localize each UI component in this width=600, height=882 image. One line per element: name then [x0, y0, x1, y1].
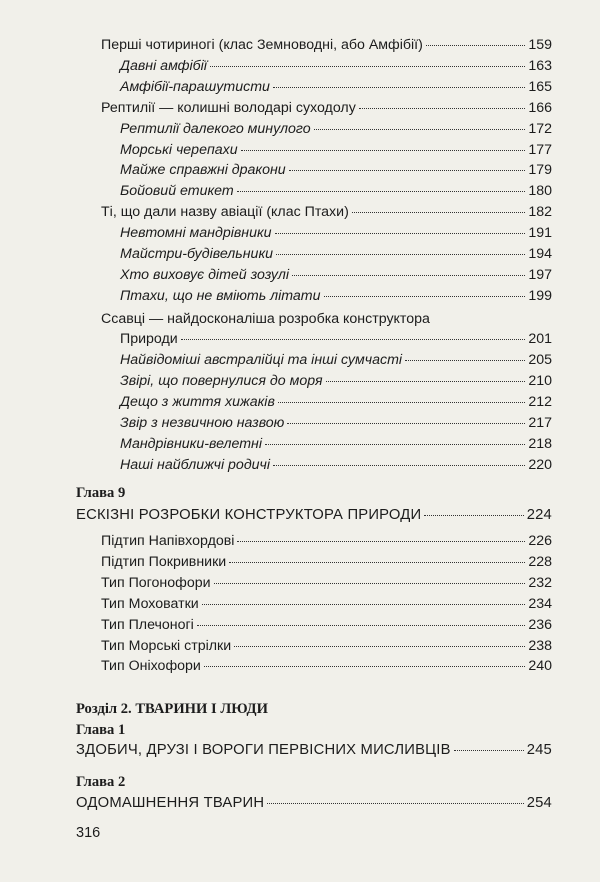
entry-title: Найвідоміші австралійці та інші сумчасті — [120, 352, 403, 368]
dot-leader — [287, 423, 525, 424]
entry-page: 224 — [526, 507, 552, 523]
entry-page: 210 — [528, 372, 552, 389]
chapter1-label: Глава 1 — [76, 722, 126, 738]
entry-page: 191 — [528, 225, 552, 242]
dot-leader — [426, 45, 525, 46]
entry-page: 228 — [528, 553, 552, 570]
dot-leader — [237, 541, 525, 542]
dot-leader — [234, 646, 525, 647]
entry-title: Перші чотириногі (клас Земноводні, або Амфібії) — [101, 37, 423, 53]
toc-entry — [120, 142, 552, 159]
entry-page: 166 — [528, 99, 552, 116]
toc-entry — [120, 267, 552, 284]
dot-leader — [181, 339, 526, 340]
dot-leader — [204, 666, 526, 667]
toc-entry — [120, 415, 552, 432]
toc-entry-mammals — [120, 331, 552, 348]
toc-entry — [101, 554, 552, 571]
toc-entry — [120, 436, 552, 453]
dot-leader — [314, 129, 526, 130]
toc-entry — [120, 288, 552, 305]
entry-title: ОДОМАШНЕННЯ ТВАРИН — [76, 795, 265, 811]
entry-title: Тип Морські стрілки — [101, 637, 232, 654]
entry-title: Амфібії-парашутисти — [120, 78, 270, 95]
dot-leader — [273, 87, 525, 88]
entry-title: Давні амфібії — [120, 57, 207, 74]
entry-title: Звір з незвичною назвою — [120, 414, 285, 431]
toc-entry — [101, 533, 552, 550]
toc-entry — [120, 457, 552, 474]
dot-leader — [237, 191, 526, 192]
dot-leader — [359, 108, 526, 109]
entry-title: Хто виховує дітей зозулі — [120, 266, 289, 283]
entry-page: 240 — [528, 658, 552, 675]
entry-page: 194 — [528, 246, 552, 262]
entry-page: 205 — [528, 352, 552, 368]
entry-title: Тип Погонофори — [101, 574, 211, 591]
dot-leader — [276, 254, 525, 255]
entry-page: 226 — [528, 533, 552, 549]
toc-entry — [120, 246, 552, 263]
dot-leader — [278, 402, 525, 403]
entry-title: Підтип Напівхордові — [101, 533, 235, 549]
toc-entry — [101, 37, 552, 54]
entry-page: 179 — [528, 162, 552, 179]
entry-page: 232 — [528, 574, 552, 591]
toc-entry — [120, 352, 552, 369]
dot-leader — [289, 170, 526, 171]
entry-title: Звірі, що повернулися до моря — [120, 372, 323, 389]
entry-title: Підтип Покривники — [101, 553, 227, 570]
chapter2-title — [76, 795, 552, 812]
dot-leader — [197, 625, 526, 626]
entry-page: 217 — [528, 414, 552, 431]
entry-page: 199 — [528, 287, 552, 304]
entry-page: 236 — [528, 616, 552, 633]
entry-page: 201 — [528, 331, 552, 347]
chapter1-title — [76, 742, 552, 759]
dot-leader — [273, 465, 525, 466]
dot-leader — [214, 583, 526, 584]
toc-entry — [120, 162, 552, 179]
toc-entry — [101, 596, 552, 613]
entry-page: 254 — [526, 795, 552, 811]
dot-leader — [292, 275, 525, 276]
entry-title: Рептилії далекого минулого — [120, 120, 311, 137]
dot-leader — [275, 233, 526, 234]
entry-page: 238 — [528, 637, 552, 654]
entry-title: Мандрівники-велетні — [120, 435, 262, 452]
dot-leader — [405, 360, 525, 361]
dot-leader — [241, 150, 526, 151]
entry-title: Невтомні мандрівники — [120, 225, 272, 242]
dot-leader — [424, 515, 523, 516]
dot-leader — [454, 750, 524, 751]
page-number: 316 — [76, 825, 101, 841]
dot-leader — [265, 444, 525, 445]
entry-page: 159 — [528, 37, 552, 53]
chapter9-label: Глава 9 — [76, 485, 126, 501]
entry-title: Рептилії — колишні володарі суходолу — [101, 99, 356, 116]
dot-leader — [267, 803, 523, 804]
toc-entry — [101, 204, 552, 221]
entry-page: 180 — [528, 183, 552, 200]
entry-page: 177 — [528, 141, 552, 158]
entry-page: 212 — [528, 393, 552, 410]
dot-leader — [202, 604, 526, 605]
toc-entry — [120, 79, 552, 96]
entry-title: Морські черепахи — [120, 141, 238, 158]
entry-page: 218 — [528, 435, 552, 452]
entry-page: 172 — [528, 120, 552, 137]
entry-page: 234 — [528, 595, 552, 612]
entry-title: Бойовий етикет — [120, 183, 234, 200]
entry-title: Птахи, що не вміють літати — [120, 287, 321, 304]
entry-page: 245 — [526, 742, 552, 758]
entry-page: 165 — [528, 78, 552, 95]
entry-title: Наші найближчі родичі — [120, 456, 271, 473]
entry-page: 163 — [528, 57, 552, 74]
dot-leader — [229, 562, 525, 563]
entry-title: Тип Плечоногі — [101, 616, 194, 633]
toc-entry — [101, 575, 552, 592]
entry-page: 182 — [528, 204, 552, 221]
entry-title: Ті, що дали назву авіації (клас Птахи) — [101, 204, 349, 221]
toc-entry — [120, 373, 552, 390]
toc-entry — [120, 121, 552, 138]
toc-entry — [120, 58, 552, 75]
entry-title: Майже справжні дракони — [120, 162, 286, 179]
chapter2-label: Глава 2 — [76, 774, 126, 790]
entry-page: 220 — [528, 456, 552, 473]
dot-leader — [210, 66, 525, 67]
toc-entry — [101, 617, 552, 634]
entry-title: Тип Оніхофори — [101, 658, 201, 675]
entry-title: ЕСКІЗНІ РОЗРОБКИ КОНСТРУКТОРА ПРИРОДИ — [76, 507, 422, 523]
dot-leader — [324, 296, 526, 297]
dot-leader — [352, 212, 526, 213]
toc-entry — [101, 638, 552, 655]
entry-title: Природи — [120, 331, 178, 347]
entry-title: ЗДОБИЧ, ДРУЗІ І ВОРОГИ ПЕРВІСНИХ МИСЛИВЦІВ — [76, 742, 451, 758]
entry-title: Дещо з життя хижаків — [120, 393, 275, 410]
toc-entry — [120, 394, 552, 411]
mammals-line1: Ссавці — найдосконаліша розробка конструктора — [101, 311, 430, 327]
entry-page: 197 — [528, 266, 552, 283]
toc-entry — [120, 183, 552, 200]
chapter9-title — [76, 507, 552, 524]
toc-entry — [101, 100, 552, 117]
entry-title: Тип Моховатки — [101, 595, 199, 612]
dot-leader — [326, 381, 526, 382]
section2-label: Розділ 2. ТВАРИНИ І ЛЮДИ — [76, 701, 268, 717]
toc-entry — [120, 225, 552, 242]
toc-entry — [101, 658, 552, 675]
entry-title: Майстри-будівельники — [120, 246, 274, 262]
